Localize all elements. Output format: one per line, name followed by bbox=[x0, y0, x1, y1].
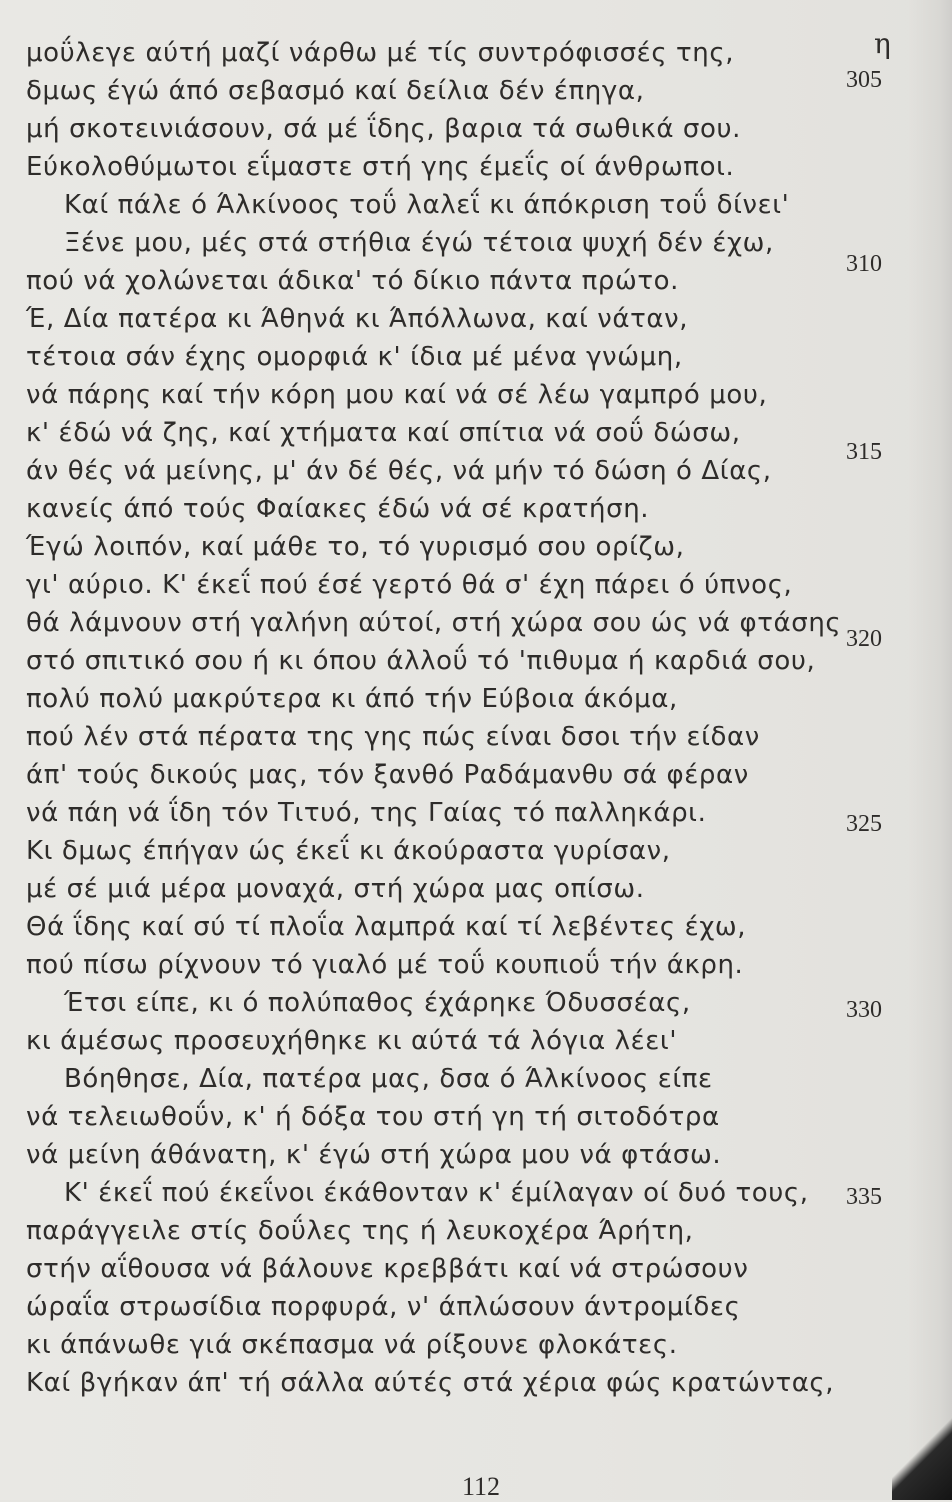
verse-line: στήν αΐθουσα νά βάλουνε κρεββάτι καί νά στρώσουν bbox=[26, 1254, 749, 1284]
line-number: 310 bbox=[846, 251, 882, 277]
verse-line: νά τελειωθοΰν, κ' ή δόξα του στή γη τή σιτοδότρα bbox=[26, 1102, 720, 1132]
line-number: 305 bbox=[846, 67, 882, 93]
verse-line: δμως έγώ άπό σεβασμό καί δείλια δέν έπηγα, bbox=[26, 76, 645, 106]
verse-line: κι άπάνωθε γιά σκέπασμα νά ρίξουνε φλοκάτες. bbox=[26, 1330, 678, 1360]
verse-line: Έγώ λοιπόν, καί μάθε το, τό γυρισμό σου ορίζω, bbox=[26, 532, 685, 562]
page-corner-shadow bbox=[892, 1410, 952, 1500]
verse-line: πολύ πολύ μακρύτερα κι άπό τήν Εύβοια άκόμα, bbox=[26, 684, 678, 714]
verse-line: Καί πάλε ό Άλκίνοος τοΰ λαλεΐ κι άπόκριση τοΰ δίνει' bbox=[64, 190, 790, 220]
verse-line: γι' αύριο. Κ' έκεΐ πού έσέ γερτό θά σ' έχη πάρει ό ύπνος, bbox=[26, 570, 793, 600]
verse-line: θά λάμνουν στή γαλήνη αύτοί, στή χώρα σου ώς νά φτάσης bbox=[26, 608, 842, 638]
line-number: 330 bbox=[846, 997, 882, 1023]
verse-line: πού νά χολώνεται άδικα' τό δίκιο πάντα πρώτο. bbox=[26, 266, 679, 296]
line-number: 315 bbox=[846, 439, 882, 465]
verse-line: μοΰλεγε αύτή μαζί νάρθω μέ τίς συντρόφισσές της, bbox=[26, 38, 735, 68]
line-number: 335 bbox=[846, 1184, 882, 1210]
verse-line: στό σπιτικό σου ή κι όπου άλλοΰ τό 'πιθυμα ή καρδιά σου, bbox=[26, 646, 816, 676]
verse-line: Κ' έκεΐ πού έκεΐνοι έκάθονταν κ' έμίλαγαν οί δυό τους, bbox=[64, 1178, 809, 1208]
verse-line: Βόηθησε, Δία, πατέρα μας, δσα ό Άλκίνοος είπε bbox=[64, 1064, 713, 1094]
verse-line: Έ, Δία πατέρα κι Άθηνά κι Άπόλλωνα, καί νάταν, bbox=[26, 304, 689, 334]
verse-line: Ξένε μου, μές στά στήθια έγώ τέτοια ψυχή δέν έχω, bbox=[64, 228, 774, 258]
verse-line: πού λέν στά πέρατα της γης πώς είναι δσοι τήν είδαν bbox=[26, 722, 760, 752]
verse-line: ώραΐα στρωσίδια πορφυρά, ν' άπλώσουν άντρομίδες bbox=[26, 1292, 741, 1322]
verse-line: άπ' τούς δικούς μας, τόν ξανθό Ραδάμανθυ σά φέραν bbox=[26, 760, 749, 790]
verse-line: άν θές νά μείνης, μ' άν δέ θές, νά μήν τό δώση ό Δίας, bbox=[26, 456, 772, 486]
verse-line: μή σκοτεινιάσουν, σά μέ ΐδης, βαρια τά σωθικά σου. bbox=[26, 114, 742, 144]
verse-line: μέ σέ μιά μέρα μοναχά, στή χώρα μας οπίσω. bbox=[26, 874, 645, 904]
signature-mark: η bbox=[874, 27, 891, 60]
verse-line: τέτοια σάν έχης ομορφιά κ' ίδια μέ μένα γνώμη, bbox=[26, 342, 683, 372]
verse-line: νά μείνη άθάνατη, κ' έγώ στή χώρα μου νά φτάσω. bbox=[26, 1140, 722, 1170]
verse-line: Καί βγήκαν άπ' τή σάλλα αύτές στά χέρια φώς κρατώντας, bbox=[26, 1368, 835, 1398]
verse-line: κ' έδώ νά ζης, καί χτήματα καί σπίτια νά σοΰ δώσω, bbox=[26, 418, 741, 448]
page-number: 112 bbox=[462, 1472, 501, 1501]
line-number: 320 bbox=[846, 626, 882, 652]
verse-line: νά πάη νά ΐδη τόν Τιτυό, της Γαίας τό παλληκάρι. bbox=[26, 798, 707, 828]
verse-line: πού πίσω ρίχνουν τό γιαλό μέ τοΰ κουπιοΰ τήν άκρη. bbox=[26, 950, 744, 980]
verse-line: Κι δμως έπήγαν ώς έκεΐ κι άκούραστα γυρίσαν, bbox=[26, 836, 671, 866]
verse-line: παράγγειλε στίς δοΰλες της ή λευκοχέρα Άρήτη, bbox=[26, 1216, 694, 1246]
verse-line: κι άμέσως προσευχήθηκε κι αύτά τά λόγια λέει' bbox=[26, 1026, 678, 1056]
verse-line: Έτσι είπε, κι ό πολύπαθος έχάρηκε Όδυσσέας, bbox=[64, 988, 691, 1018]
verse-line: νά πάρης καί τήν κόρη μου καί νά σέ λέω γαμπρό μου, bbox=[26, 380, 768, 410]
verse-line: Θά ΐδης καί σύ τί πλοΐα λαμπρά καί τί λεβέντες έχω, bbox=[26, 912, 747, 942]
page-edge-shadow bbox=[908, 0, 952, 1500]
line-number: 325 bbox=[846, 811, 882, 837]
verse-line: Εύκολοθύμωτοι εΐμαστε στή γης έμεΐς οί άνθρωποι. bbox=[26, 152, 735, 182]
verse-line: κανείς άπό τούς Φαίακες έδώ νά σέ κρατήση. bbox=[26, 494, 650, 524]
